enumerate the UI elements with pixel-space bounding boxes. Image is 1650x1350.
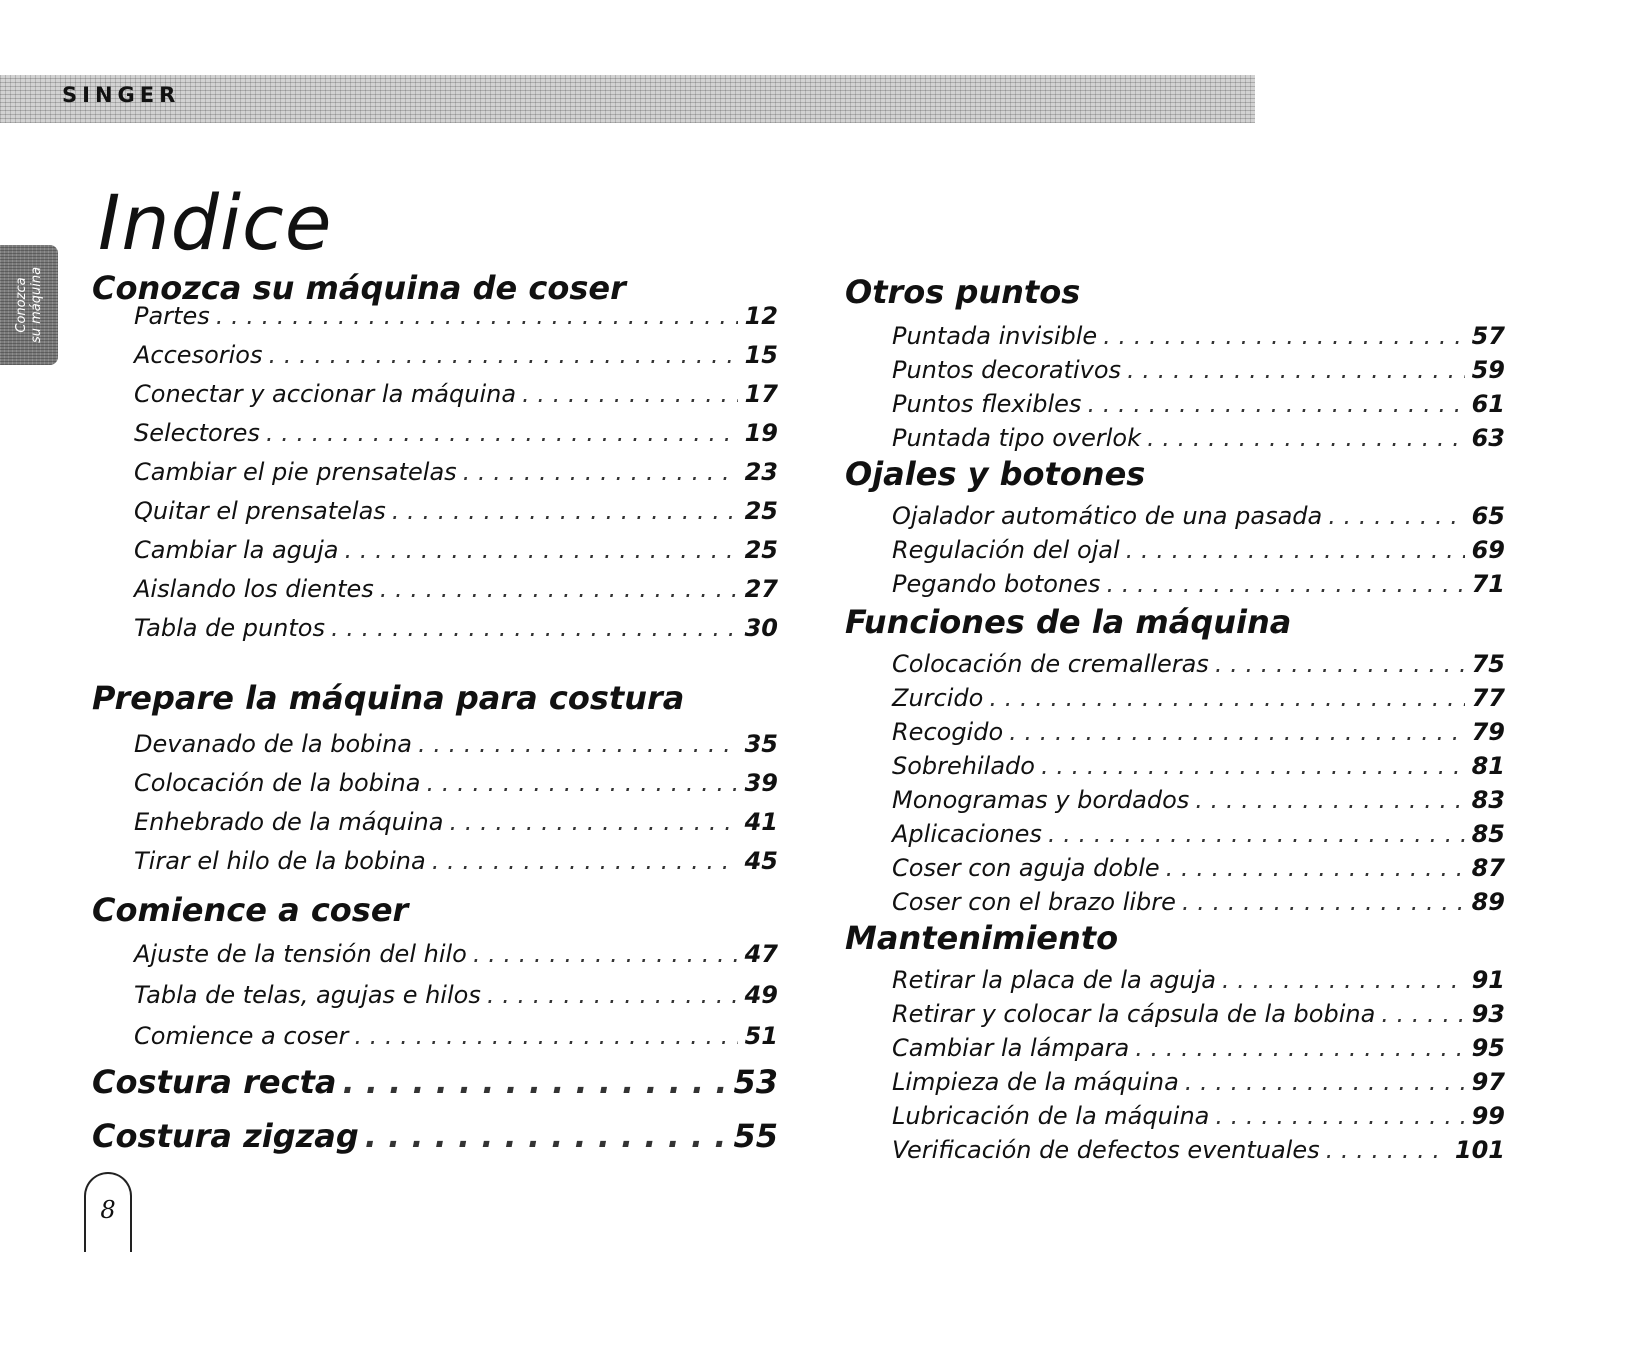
toc-entry-page: 25	[744, 536, 778, 564]
toc-entry[interactable]	[892, 320, 1505, 352]
toc-entry[interactable]	[892, 964, 1505, 996]
toc-entry-title: Puntada tipo overlok	[892, 424, 1141, 452]
toc-entry-title: Coser con el brazo libre	[892, 888, 1176, 916]
dot-leader	[1222, 964, 1465, 996]
toc-entry[interactable]	[892, 818, 1505, 850]
toc-entry-title: Colocación de cremalleras	[892, 650, 1209, 678]
toc-entry[interactable]	[134, 339, 778, 371]
section-heading: Funciones de la máquina	[845, 603, 1292, 641]
toc-entry-page: 25	[744, 497, 778, 525]
toc-entry-title: Quitar el prensatelas	[134, 497, 386, 525]
dot-leader	[463, 456, 738, 488]
toc-entry[interactable]	[892, 852, 1505, 884]
toc-entry[interactable]	[134, 1020, 778, 1052]
toc-entry-page: 93	[1471, 1000, 1505, 1028]
section-heading: Otros puntos	[845, 273, 1081, 311]
toc-entry[interactable]	[134, 806, 778, 838]
toc-entry-page: 45	[744, 847, 778, 875]
dot-leader	[1087, 388, 1465, 420]
page-number: 8	[100, 1196, 116, 1224]
dot-leader	[344, 534, 738, 566]
toc-entry[interactable]	[892, 1134, 1505, 1166]
toc-entry-page: 39	[744, 769, 778, 797]
dot-leader	[473, 938, 738, 970]
toc-entry-page: 23	[744, 458, 778, 486]
dot-leader	[1182, 886, 1465, 918]
toc-entry[interactable]	[892, 422, 1505, 454]
toc-entry-title: Retirar la placa de la aguja	[892, 966, 1216, 994]
toc-entry[interactable]	[892, 1066, 1505, 1098]
toc-entry-title: Conectar y accionar la máquina	[134, 380, 517, 408]
dot-leader	[1106, 568, 1465, 600]
dot-leader	[1126, 534, 1465, 566]
toc-entry-page: 79	[1471, 718, 1505, 746]
toc-entry[interactable]	[892, 1100, 1505, 1132]
dot-leader	[342, 1062, 727, 1102]
toc-entry-title: Selectores	[134, 419, 260, 447]
toc-entry[interactable]	[892, 716, 1505, 748]
dot-leader	[989, 682, 1465, 714]
toc-entry[interactable]	[134, 456, 778, 488]
toc-entry-page: 95	[1471, 1034, 1505, 1062]
side-tab-label	[14, 246, 44, 364]
toc-entry-title: Costura recta	[92, 1063, 337, 1101]
dot-leader	[1215, 648, 1465, 680]
toc-entry-page: 81	[1471, 752, 1505, 780]
toc-entry-page: 91	[1471, 966, 1505, 994]
dot-leader	[1326, 1134, 1449, 1166]
section-heading: Conozca su máquina de coser	[92, 269, 626, 307]
side-tab-label-line2: su máquina	[29, 266, 44, 344]
dot-leader	[216, 300, 738, 332]
toc-entry[interactable]	[892, 886, 1505, 918]
toc-entry-title: Cambiar la aguja	[134, 536, 339, 564]
section-heading: Comience a coser	[92, 891, 409, 929]
dot-leader	[418, 728, 738, 760]
toc-entry[interactable]	[134, 495, 778, 527]
toc-entry[interactable]	[892, 682, 1505, 714]
dot-leader	[1185, 1066, 1465, 1098]
toc-entry-page: 57	[1471, 322, 1505, 350]
toc-entry[interactable]	[134, 728, 778, 760]
toc-entry-page: 15	[744, 341, 778, 369]
toc-entry-title: Cambiar el pie prensatelas	[134, 458, 457, 486]
toc-entry-page: 99	[1471, 1102, 1505, 1130]
toc-entry-major[interactable]	[92, 1062, 778, 1102]
dot-leader	[268, 339, 738, 371]
toc-entry-title: Tabla de telas, agujas e hilos	[134, 981, 481, 1009]
toc-entry-title: Coser con aguja doble	[892, 854, 1160, 882]
toc-entry-page: 47	[744, 940, 778, 968]
section-heading: Mantenimiento	[845, 919, 1119, 957]
toc-entry-title: Sobrehilado	[892, 752, 1035, 780]
toc-entry-page: 53	[733, 1063, 778, 1101]
dot-leader	[1328, 500, 1465, 532]
dot-leader	[1041, 750, 1465, 782]
toc-entry-title: Puntos flexibles	[892, 390, 1082, 418]
dot-leader	[522, 378, 738, 410]
toc-entry-page: 30	[744, 614, 778, 642]
section-heading: Ojales y botones	[845, 455, 1146, 493]
side-tab	[0, 245, 58, 365]
toc-entry[interactable]	[892, 388, 1505, 420]
toc-entry-title: Enhebrado de la máquina	[134, 808, 444, 836]
toc-entry-title: Pegando botones	[892, 570, 1101, 598]
dot-leader	[1127, 354, 1465, 386]
toc-entry-page: 101	[1454, 1136, 1505, 1164]
dot-leader	[354, 1020, 738, 1052]
toc-entry-page: 51	[744, 1022, 778, 1050]
toc-entry-page: 87	[1471, 854, 1505, 882]
toc-entry-title: Costura zigzag	[92, 1117, 359, 1155]
toc-entry[interactable]	[892, 784, 1505, 816]
toc-entry[interactable]	[892, 534, 1505, 566]
brand-logo: SINGER	[62, 83, 181, 107]
toc-entry-title: Retirar y colocar la cápsula de la bobina	[892, 1000, 1376, 1028]
side-tab-label-line1: Conozca	[14, 277, 29, 333]
toc-entry[interactable]	[134, 300, 778, 332]
page-number-tab	[84, 1172, 132, 1252]
toc-entry-title: Ajuste de la tensión del hilo	[134, 940, 467, 968]
toc-entry-page: 97	[1471, 1068, 1505, 1096]
dot-leader	[365, 1116, 728, 1156]
dot-leader	[1048, 818, 1465, 850]
toc-entry[interactable]	[134, 573, 778, 605]
toc-entry[interactable]	[134, 612, 778, 644]
header-band	[0, 75, 1255, 123]
toc-entry-title: Colocación de la bobina	[134, 769, 421, 797]
dot-leader	[432, 845, 738, 877]
toc-entry-title: Limpieza de la máquina	[892, 1068, 1179, 1096]
toc-entry-title: Recogido	[892, 718, 1004, 746]
toc-entry[interactable]	[892, 500, 1505, 532]
toc-entry-page: 41	[744, 808, 778, 836]
toc-entry-title: Accesorios	[134, 341, 263, 369]
toc-entry[interactable]	[134, 378, 778, 410]
toc-entry-page: 75	[1471, 650, 1505, 678]
toc-entry[interactable]	[134, 767, 778, 799]
dot-leader	[392, 495, 738, 527]
toc-entry[interactable]	[892, 750, 1505, 782]
toc-entry-title: Partes	[134, 302, 210, 330]
toc-entry-title: Zurcido	[892, 684, 984, 712]
toc-entry-page: 55	[733, 1117, 778, 1155]
toc-entry[interactable]	[134, 979, 778, 1011]
toc-entry-title: Puntada invisible	[892, 322, 1098, 350]
toc-entry-title: Puntos decorativos	[892, 356, 1122, 384]
toc-entry-title: Aplicaciones	[892, 820, 1042, 848]
toc-entry-page: 63	[1471, 424, 1505, 452]
toc-entry-title: Aislando los dientes	[134, 575, 374, 603]
toc-entry-page: 59	[1471, 356, 1505, 384]
page-title: Indice	[98, 178, 333, 267]
toc-entry[interactable]	[134, 845, 778, 877]
toc-entry-page: 65	[1471, 502, 1505, 530]
toc-entry-page: 49	[744, 981, 778, 1009]
toc-entry-page: 19	[744, 419, 778, 447]
dot-leader	[487, 979, 738, 1011]
dot-leader	[1103, 320, 1465, 352]
dot-leader	[1135, 1032, 1465, 1064]
dot-leader	[266, 417, 738, 449]
toc-entry-title: Cambiar la lámpara	[892, 1034, 1130, 1062]
dot-leader	[1166, 852, 1465, 884]
toc-entry[interactable]	[892, 648, 1505, 680]
toc-entry-page: 89	[1471, 888, 1505, 916]
toc-entry[interactable]	[134, 534, 778, 566]
dot-leader	[1147, 422, 1465, 454]
dot-leader	[1215, 1100, 1465, 1132]
toc-entry-page: 77	[1471, 684, 1505, 712]
toc-entry-title: Comience a coser	[134, 1022, 349, 1050]
toc-entry[interactable]	[892, 998, 1505, 1030]
toc-entry-page: 85	[1471, 820, 1505, 848]
toc-entry-page: 12	[744, 302, 778, 330]
toc-entry-title: Tirar el hilo de la bobina	[134, 847, 426, 875]
dot-leader	[1009, 716, 1465, 748]
toc-entry-title: Verificación de defectos eventuales	[892, 1136, 1320, 1164]
toc-entry[interactable]	[134, 417, 778, 449]
dot-leader	[1195, 784, 1465, 816]
toc-entry-title: Lubricación de la máquina	[892, 1102, 1210, 1130]
toc-entry-title: Monogramas y bordados	[892, 786, 1190, 814]
toc-entry-title: Tabla de puntos	[134, 614, 325, 642]
toc-entry-title: Regulación del ojal	[892, 536, 1120, 564]
toc-entry-page: 61	[1471, 390, 1505, 418]
toc-entry[interactable]	[892, 1032, 1505, 1064]
toc-entry-title: Ojalador automático de una pasada	[892, 502, 1323, 530]
toc-entry-page: 17	[744, 380, 778, 408]
toc-entry-title: Devanado de la bobina	[134, 730, 412, 758]
dot-leader	[449, 806, 738, 838]
toc-entry-page: 69	[1471, 536, 1505, 564]
dot-leader	[380, 573, 738, 605]
toc-entry-page: 27	[744, 575, 778, 603]
dot-leader	[331, 612, 738, 644]
dot-leader	[426, 767, 738, 799]
toc-entry-major[interactable]	[92, 1116, 778, 1156]
toc-entry[interactable]	[134, 938, 778, 970]
section-heading: Prepare la máquina para costura	[92, 679, 685, 717]
toc-entry-page: 83	[1471, 786, 1505, 814]
toc-entry[interactable]	[892, 354, 1505, 386]
dot-leader	[1381, 998, 1465, 1030]
toc-entry-page: 71	[1471, 570, 1505, 598]
toc-entry-page: 35	[744, 730, 778, 758]
toc-entry[interactable]	[892, 568, 1505, 600]
